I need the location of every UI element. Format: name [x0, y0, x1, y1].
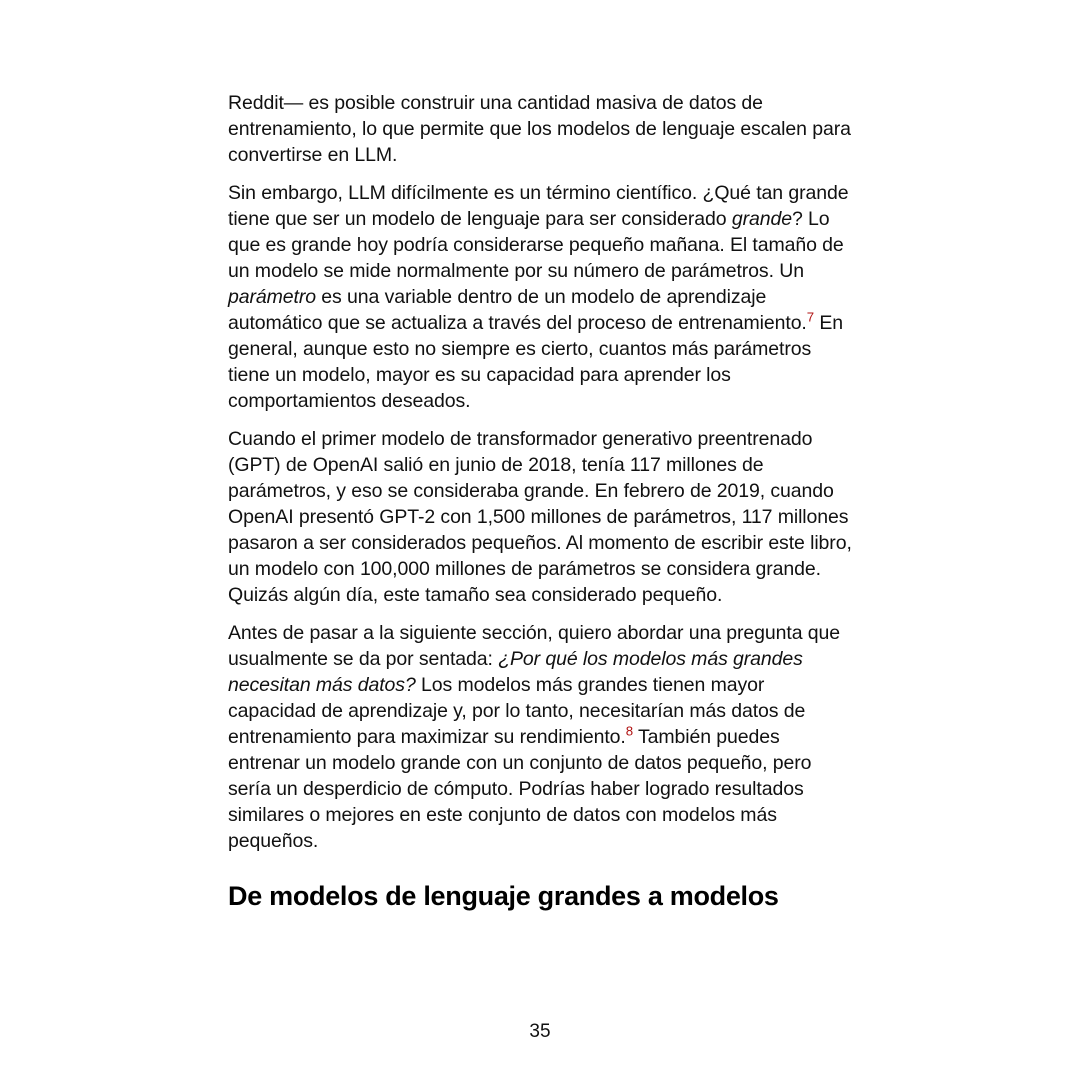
- page-number: 35: [529, 1021, 551, 1042]
- text-run: grande: [731, 208, 792, 230]
- text-body: [228, 90, 852, 912]
- text-run: También puedes entrenar un modelo grande con un conjunto de datos pequeño, pero sería un desperdicio de cómputo. Podrías haber logrado resultados similares o mejores en este conjunto de datos con modelos más pequeños.: [228, 726, 812, 852]
- paragraph: [228, 620, 852, 854]
- paragraph: [228, 426, 852, 608]
- text-run: Reddit— es posible construir una cantidad masiva de datos de entrenamiento, lo que permite que los modelos de lenguaje escalen para convertirse en LLM.: [228, 92, 851, 166]
- text-run: Los modelos más grandes tienen mayor capacidad de aprendizaje y, por lo tanto, necesitarían más datos de entrenamiento para maximizar su rendimiento.: [228, 674, 806, 748]
- paragraph: [228, 90, 852, 168]
- text-run: es una variable dentro de un modelo de aprendizaje automático que se actualiza a través del proceso de entrenamiento.: [228, 286, 807, 334]
- text-run: Antes de pasar a la siguiente sección, quiero abordar una pregunta que usualmente se da por sentada:: [228, 622, 841, 670]
- text-run: ? Lo que es grande hoy podría considerarse pequeño mañana. El tamaño de un modelo se mide normalmente por su número de parámetros. Un: [228, 208, 844, 282]
- text-run: Sin embargo, LLM difícilmente es un término científico. ¿Qué tan grande tiene que ser un modelo de lenguaje para ser considerado: [228, 182, 849, 230]
- footnote-ref[interactable]: 7: [806, 309, 815, 325]
- footnote-ref[interactable]: 8: [625, 723, 633, 739]
- text-run: ¿Por qué los modelos más grandes necesitan más datos?: [228, 648, 803, 696]
- text-run: En general, aunque esto no siempre es cierto, cuantos más parámetros tiene un modelo, mayor es su capacidad para aprender los comportamientos deseados.: [228, 312, 844, 412]
- text-run: Cuando el primer modelo de transformador generativo preentrenado (GPT) de OpenAI salió en junio de 2018, tenía 117 millones de parámetros, y eso se consideraba grande. En febrero de 2019, cuando OpenAI presentó GPT-2 con 1,500 millones de parámetros, 117 millones pasaron a ser considerados pequeños. Al momento de escribir este libro, un modelo con 100,000 millones de parámetros se considera grande. Quizás algún día, este tamaño sea considerado pequeño.: [228, 428, 852, 606]
- section-heading: De modelos de lenguaje grandes a modelos: [228, 881, 779, 911]
- text-run: parámetro: [228, 286, 316, 308]
- paragraph: [228, 180, 852, 414]
